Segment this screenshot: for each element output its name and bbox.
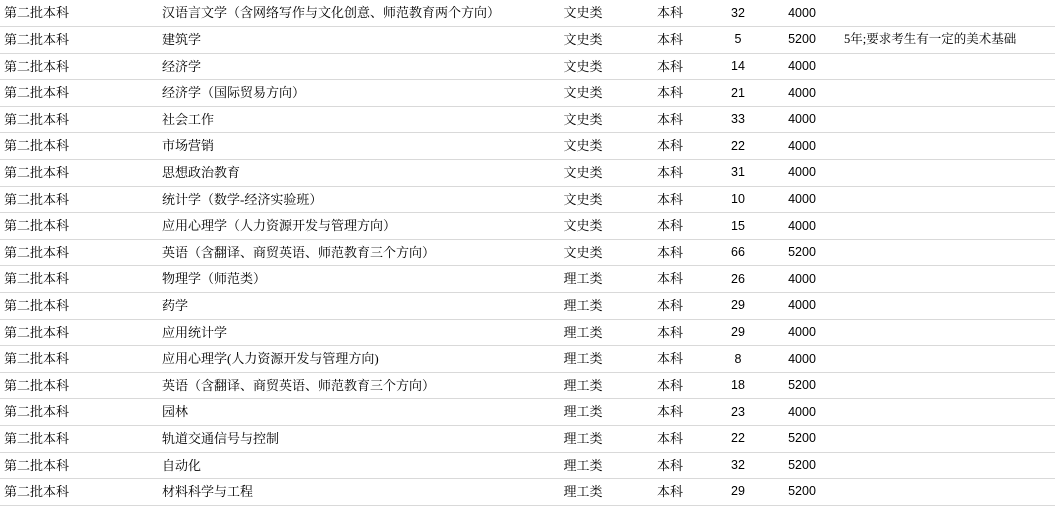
plan-count-cell: 14: [712, 53, 764, 80]
table-row: [0, 27, 1055, 54]
degree-level-cell: 本科: [628, 213, 712, 240]
subject-category-cell: 文史类: [538, 160, 628, 187]
degree-level-cell: 本科: [628, 372, 712, 399]
remark-cell: [840, 319, 1055, 346]
major-cell: 英语（含翻译、商贸英语、师范教育三个方向）: [158, 372, 538, 399]
remark-cell: [840, 106, 1055, 133]
remark-cell: [840, 186, 1055, 213]
batch-cell: 第二批本科: [0, 399, 158, 426]
table-row: [0, 239, 1055, 266]
degree-level-cell: 本科: [628, 0, 712, 27]
tuition-fee-cell: 5200: [764, 27, 840, 54]
batch-cell: 第二批本科: [0, 452, 158, 479]
degree-level-cell: 本科: [628, 80, 712, 107]
subject-category-cell: 理工类: [538, 399, 628, 426]
major-cell: 经济学（国际贸易方向）: [158, 80, 538, 107]
plan-count-cell: 8: [712, 346, 764, 373]
degree-level-cell: 本科: [628, 346, 712, 373]
major-cell: 汉语言文学（含网络写作与文化创意、师范教育两个方向）: [158, 0, 538, 27]
subject-category-cell: 文史类: [538, 80, 628, 107]
batch-cell: 第二批本科: [0, 160, 158, 187]
remark-cell: [840, 80, 1055, 107]
table-row: [0, 133, 1055, 160]
table-row: [0, 293, 1055, 320]
batch-cell: 第二批本科: [0, 426, 158, 453]
remark-cell: [840, 213, 1055, 240]
tuition-fee-cell: 5200: [764, 479, 840, 506]
remark-cell: [840, 346, 1055, 373]
remark-cell: [840, 0, 1055, 27]
table-row: [0, 53, 1055, 80]
subject-category-cell: 理工类: [538, 452, 628, 479]
major-cell: 材料科学与工程: [158, 479, 538, 506]
batch-cell: 第二批本科: [0, 80, 158, 107]
major-cell: 轨道交通信号与控制: [158, 426, 538, 453]
major-cell: 市场营销: [158, 133, 538, 160]
remark-cell: [840, 160, 1055, 187]
plan-count-cell: 32: [712, 0, 764, 27]
remark-cell: [840, 239, 1055, 266]
subject-category-cell: 理工类: [538, 479, 628, 506]
tuition-fee-cell: 4000: [764, 399, 840, 426]
plan-count-cell: 21: [712, 80, 764, 107]
subject-category-cell: 文史类: [538, 239, 628, 266]
degree-level-cell: 本科: [628, 293, 712, 320]
plan-count-cell: 29: [712, 293, 764, 320]
plan-count-cell: 10: [712, 186, 764, 213]
batch-cell: 第二批本科: [0, 293, 158, 320]
degree-level-cell: 本科: [628, 239, 712, 266]
tuition-fee-cell: 4000: [764, 106, 840, 133]
tuition-fee-cell: 4000: [764, 160, 840, 187]
major-cell: 应用统计学: [158, 319, 538, 346]
degree-level-cell: 本科: [628, 452, 712, 479]
tuition-fee-cell: 4000: [764, 0, 840, 27]
plan-count-cell: 66: [712, 239, 764, 266]
degree-level-cell: 本科: [628, 426, 712, 453]
batch-cell: 第二批本科: [0, 239, 158, 266]
table-row: [0, 160, 1055, 187]
plan-count-cell: 29: [712, 319, 764, 346]
major-cell: 物理学（师范类）: [158, 266, 538, 293]
degree-level-cell: 本科: [628, 319, 712, 346]
table-row: [0, 346, 1055, 373]
table-row: [0, 372, 1055, 399]
tuition-fee-cell: 4000: [764, 80, 840, 107]
batch-cell: 第二批本科: [0, 479, 158, 506]
major-cell: 经济学: [158, 53, 538, 80]
batch-cell: 第二批本科: [0, 133, 158, 160]
subject-category-cell: 理工类: [538, 293, 628, 320]
degree-level-cell: 本科: [628, 133, 712, 160]
plan-count-cell: 32: [712, 452, 764, 479]
major-cell: 园林: [158, 399, 538, 426]
remark-cell: [840, 399, 1055, 426]
major-cell: 药学: [158, 293, 538, 320]
remark-cell: [840, 53, 1055, 80]
tuition-fee-cell: 5200: [764, 372, 840, 399]
table-row: [0, 319, 1055, 346]
degree-level-cell: 本科: [628, 399, 712, 426]
major-cell: 自动化: [158, 452, 538, 479]
degree-level-cell: 本科: [628, 27, 712, 54]
major-cell: 英语（含翻译、商贸英语、师范教育三个方向）: [158, 239, 538, 266]
tuition-fee-cell: 4000: [764, 213, 840, 240]
subject-category-cell: 文史类: [538, 133, 628, 160]
degree-level-cell: 本科: [628, 266, 712, 293]
degree-level-cell: 本科: [628, 53, 712, 80]
subject-category-cell: 文史类: [538, 213, 628, 240]
plan-count-cell: 29: [712, 479, 764, 506]
tuition-fee-cell: 5200: [764, 452, 840, 479]
major-cell: 应用心理学(人力资源开发与管理方向): [158, 346, 538, 373]
tuition-fee-cell: 5200: [764, 239, 840, 266]
batch-cell: 第二批本科: [0, 106, 158, 133]
plan-count-cell: 5: [712, 27, 764, 54]
degree-level-cell: 本科: [628, 186, 712, 213]
remark-cell: [840, 133, 1055, 160]
tuition-fee-cell: 4000: [764, 186, 840, 213]
plan-count-cell: 31: [712, 160, 764, 187]
remark-cell: [840, 266, 1055, 293]
tuition-fee-cell: 4000: [764, 266, 840, 293]
subject-category-cell: 文史类: [538, 186, 628, 213]
batch-cell: 第二批本科: [0, 213, 158, 240]
degree-level-cell: 本科: [628, 479, 712, 506]
subject-category-cell: 理工类: [538, 426, 628, 453]
table-row: [0, 186, 1055, 213]
subject-category-cell: 理工类: [538, 372, 628, 399]
plan-count-cell: 23: [712, 399, 764, 426]
batch-cell: 第二批本科: [0, 346, 158, 373]
tuition-fee-cell: 4000: [764, 133, 840, 160]
table-row: [0, 426, 1055, 453]
batch-cell: 第二批本科: [0, 266, 158, 293]
remark-cell: [840, 293, 1055, 320]
remark-cell: [840, 426, 1055, 453]
major-cell: 应用心理学（人力资源开发与管理方向）: [158, 213, 538, 240]
batch-cell: 第二批本科: [0, 53, 158, 80]
major-cell: 建筑学: [158, 27, 538, 54]
remark-cell: [840, 372, 1055, 399]
subject-category-cell: 文史类: [538, 106, 628, 133]
table-row: [0, 213, 1055, 240]
table-row: [0, 399, 1055, 426]
plan-count-cell: 22: [712, 133, 764, 160]
degree-level-cell: 本科: [628, 106, 712, 133]
tuition-fee-cell: 5200: [764, 426, 840, 453]
subject-category-cell: 文史类: [538, 0, 628, 27]
batch-cell: 第二批本科: [0, 0, 158, 27]
major-cell: 思想政治教育: [158, 160, 538, 187]
batch-cell: 第二批本科: [0, 319, 158, 346]
batch-cell: 第二批本科: [0, 27, 158, 54]
table-row: [0, 0, 1055, 27]
remark-cell: 5年;要求考生有一定的美术基础: [840, 27, 1055, 54]
tuition-fee-cell: 4000: [764, 346, 840, 373]
subject-category-cell: 文史类: [538, 27, 628, 54]
batch-cell: 第二批本科: [0, 372, 158, 399]
remark-cell: [840, 452, 1055, 479]
major-cell: 统计学（数学-经济实验班）: [158, 186, 538, 213]
subject-category-cell: 理工类: [538, 266, 628, 293]
tuition-fee-cell: 4000: [764, 293, 840, 320]
subject-category-cell: 理工类: [538, 319, 628, 346]
tuition-fee-cell: 4000: [764, 53, 840, 80]
subject-category-cell: 文史类: [538, 53, 628, 80]
table-row: [0, 80, 1055, 107]
plan-count-cell: 18: [712, 372, 764, 399]
subject-category-cell: 理工类: [538, 346, 628, 373]
tuition-fee-cell: 4000: [764, 319, 840, 346]
plan-count-cell: 33: [712, 106, 764, 133]
batch-cell: 第二批本科: [0, 186, 158, 213]
degree-level-cell: 本科: [628, 160, 712, 187]
plan-count-cell: 22: [712, 426, 764, 453]
plan-count-cell: 26: [712, 266, 764, 293]
table-row: [0, 106, 1055, 133]
table-row: [0, 452, 1055, 479]
table-row: [0, 266, 1055, 293]
plan-count-cell: 15: [712, 213, 764, 240]
major-cell: 社会工作: [158, 106, 538, 133]
